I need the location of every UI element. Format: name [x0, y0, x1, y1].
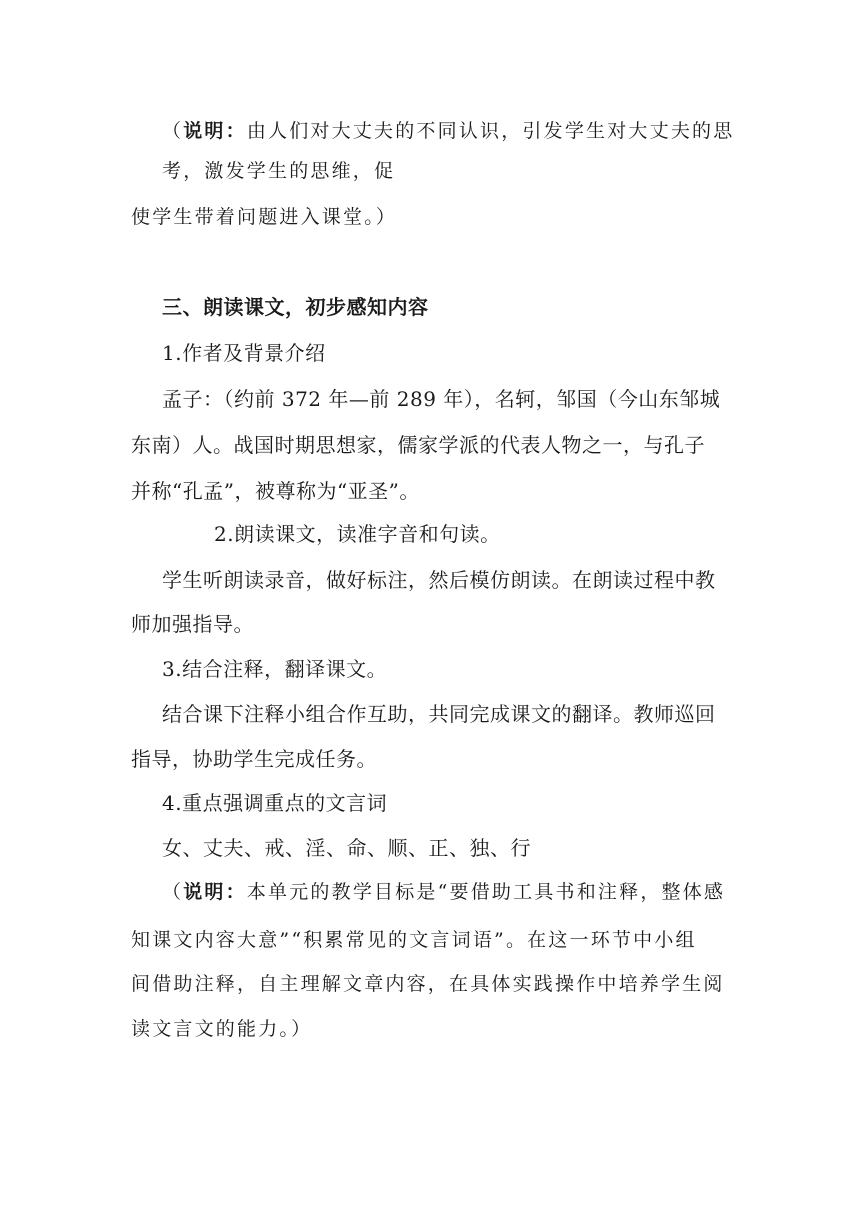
- item1-para-line2: 东南）人。战国时期思想家，儒家学派的代表人物之一，与孔子: [131, 433, 705, 457]
- note1-line2: 考，激发学生的思维，促: [162, 160, 396, 182]
- item1-title: 1.作者及背景介绍: [162, 341, 326, 365]
- note1-line3: 使学生带着问题进入课堂。）: [131, 206, 398, 228]
- note2-line4: 读文言文的能力。）: [131, 1018, 313, 1040]
- note2-open-paren: （: [162, 881, 184, 903]
- note2-line1: [162, 878, 725, 906]
- item2-para-line2: 师加强指导。: [131, 612, 254, 636]
- note2-line1-text: 本单元的教学目标是“要借助工具书和注释，整体感: [246, 881, 726, 903]
- item1-para-line1: 孟子：（约前 372 年—前 289 年），名轲，邹国（今山东邹城: [162, 387, 721, 411]
- item3-para-line1: 结合课下注释小组合作互助，共同完成课文的翻译。教师巡回: [162, 702, 716, 726]
- item3-para-line2: 指导，协助学生完成任务。: [131, 747, 377, 771]
- note2-line3: 间借助注释，自主理解文章内容，在具体实践操作中培养学生阅: [131, 973, 725, 995]
- item2-title: 2.朗读课文，读准字音和句读。: [214, 522, 501, 546]
- section3-heading: 三、朗读课文，初步感知内容: [162, 295, 429, 319]
- note2-label: 说明：: [183, 881, 247, 903]
- note1-open-paren: （: [162, 120, 184, 142]
- note1-line1: [162, 117, 734, 145]
- note1-label: 说明：: [183, 120, 247, 142]
- note2-line2: 知课文内容大意”“积累常见的文言词语”。在这一环节中小组: [131, 929, 697, 951]
- item1-para-line3: 并称“孔孟”，被尊称为“亚圣”。: [131, 479, 420, 503]
- note1-line1-text: 由人们对大丈夫的不同认识，引发学生对大丈夫的思: [246, 120, 735, 142]
- item3-title: 3.结合注释，翻译课文。: [162, 657, 388, 681]
- item4-title: 4.重点强调重点的文言词: [162, 791, 388, 815]
- item4-words: 女、丈夫、戒、淫、命、顺、正、独、行: [162, 836, 531, 860]
- item2-para-line1: 学生听朗读录音，做好标注，然后模仿朗读。在朗读过程中教: [162, 568, 716, 592]
